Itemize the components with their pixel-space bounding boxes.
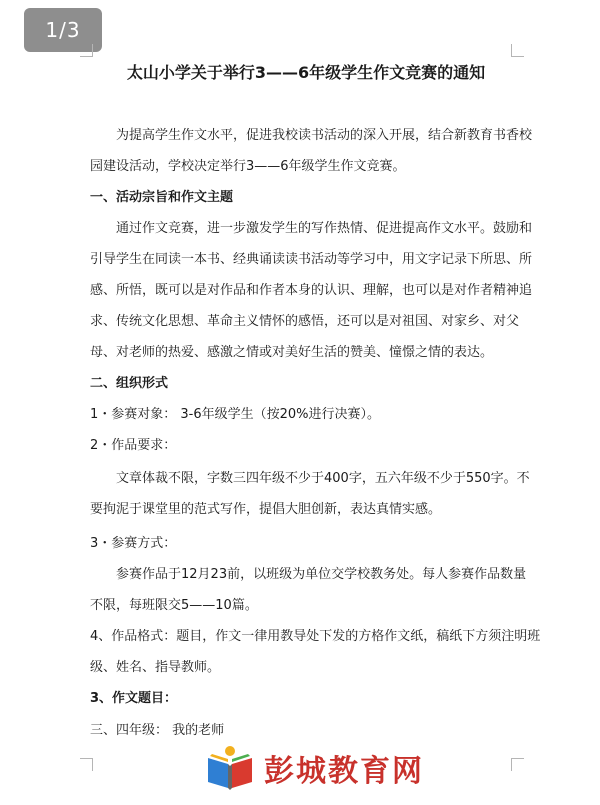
page-corner-mark	[511, 758, 524, 771]
paragraph-line: 母、对老师的热爱、感激之情或对美好生活的赞美、憧憬之情的表达。	[90, 345, 494, 360]
list-item: 1・参赛对象： 3-6年级学生（按20%进行决赛）。	[90, 407, 381, 422]
section-heading: 3、作文题目：	[90, 691, 178, 706]
paragraph-line: 感、所悟，既可以是对作品和作者本身的认识、理解，也可以是对作者精神追	[90, 283, 533, 298]
list-item-heading: 3・参赛方式：	[90, 536, 177, 551]
page-corner-mark	[80, 44, 93, 57]
site-watermark	[202, 742, 424, 794]
book-logo-icon	[202, 744, 258, 792]
document-title: 太山小学关于举行3——6年级学生作文竞赛的通知	[126, 63, 486, 82]
watermark-brand-text: 彭城教育网	[264, 754, 424, 789]
page-counter: 1/3	[24, 8, 102, 52]
page-corner-mark	[511, 44, 524, 57]
paragraph-line: 参赛作品于12月23前，以班级为单位交学校教务处。每人参赛作品数量	[116, 567, 527, 582]
paragraph-line: 引导学生在同读一本书、经典诵读读书活动等学习中，用文字记录下所思、所	[90, 252, 533, 267]
list-item: 级、姓名、指导教师。	[90, 660, 221, 675]
topic-line: 三、四年级： 我的老师	[90, 723, 225, 738]
intro-line: 为提高学生作文水平，促进我校读书活动的深入开展，结合新教育书香校	[116, 128, 533, 143]
page-corner-mark	[80, 758, 93, 771]
intro-line: 园建设活动，学校决定举行3——6年级学生作文竞赛。	[90, 159, 406, 174]
section-heading: 一、活动宗旨和作文主题	[90, 190, 234, 205]
section-heading: 二、组织形式	[90, 376, 169, 391]
list-item-heading: 2・作品要求：	[90, 438, 177, 453]
paragraph-line: 不限，每班限交5——10篇。	[90, 598, 258, 613]
paragraph-line: 求、传统文化思想、革命主义情怀的感悟，还可以是对祖国、对家乡、对父	[90, 314, 520, 329]
paragraph-line: 要拘泥于课堂里的范式写作，提倡大胆创新，表达真情实感。	[90, 502, 442, 517]
paragraph-line: 文章体裁不限，字数三四年级不少于400字，五六年级不少于550字。不	[116, 471, 530, 486]
list-item: 4、作品格式：题目，作文一律用教导处下发的方格作文纸，稿纸下方须注明班	[90, 629, 541, 644]
paragraph-line: 通过作文竞赛，进一步激发学生的写作热情、促进提高作文水平。鼓励和	[116, 221, 533, 236]
